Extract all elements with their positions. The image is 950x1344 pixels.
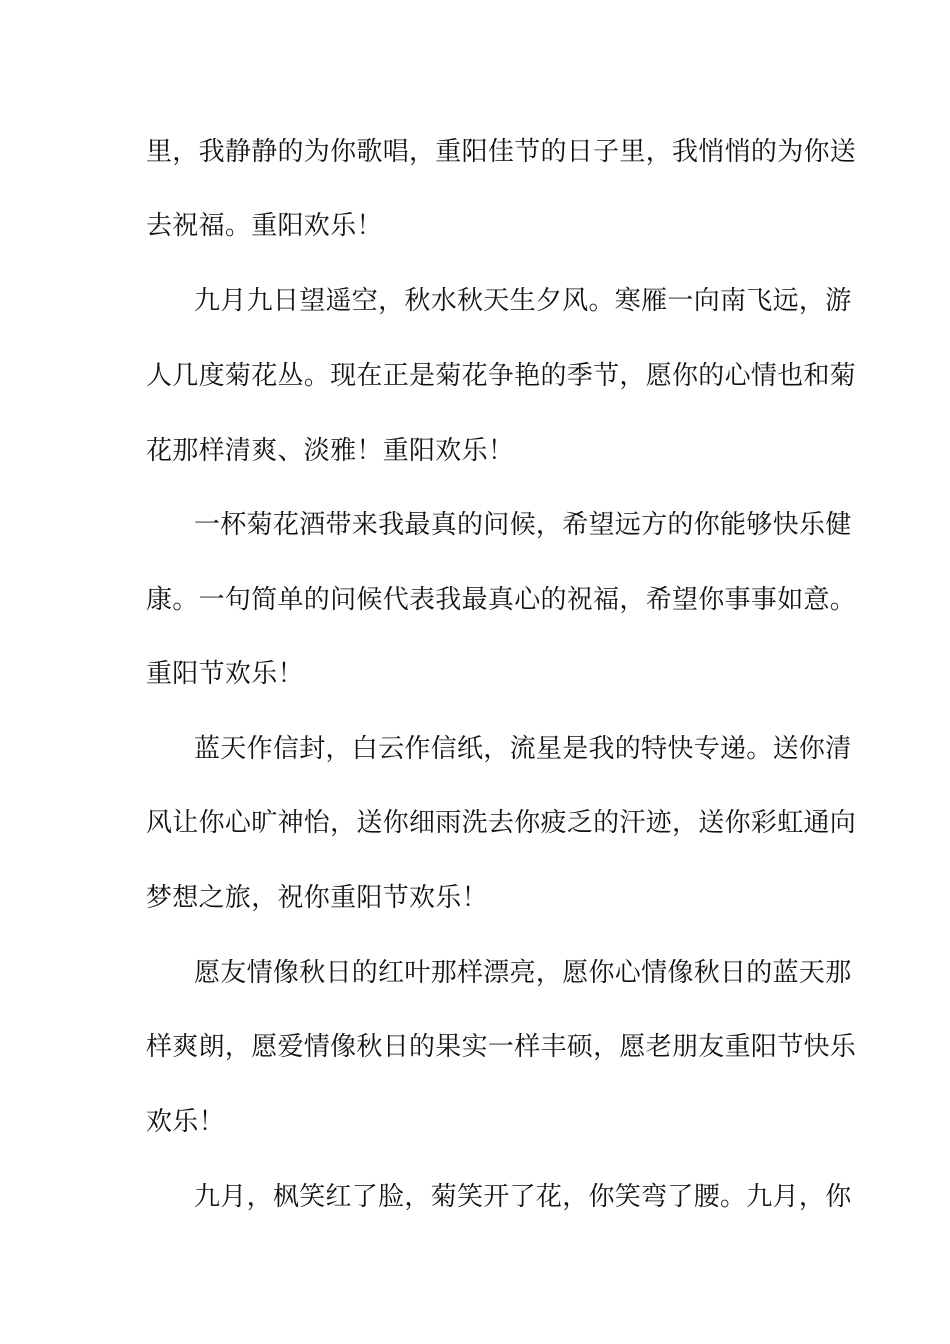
- paragraph-first-line: 一杯菊花酒带来我最真的问候，希望远方的你能够快乐健: [194, 510, 852, 540]
- paragraph-line: 欢乐！: [146, 1107, 225, 1137]
- paragraph-first-line: 九月，枫笑红了脸，菊笑开了花，你笑弯了腰。九月，你: [194, 1182, 852, 1212]
- paragraph-line: 里，我静静的为你歌唱，重阳佳节的日子里，我悄悄的为你送: [146, 137, 857, 167]
- paragraph-line: 花那样清爽、淡雅！重阳欢乐！: [146, 436, 515, 466]
- paragraph-first-line: 九月九日望遥空，秋水秋天生夕风。寒雁一向南飞远，游: [194, 286, 852, 316]
- paragraph-line: 样爽朗，愿爱情像秋日的果实一样丰硕，愿老朋友重阳节快乐: [146, 1032, 857, 1062]
- paragraph-line: 重阳节欢乐！: [146, 659, 304, 689]
- paragraph-line: 康。一句简单的问候代表我最真心的祝福，希望你事事如意。: [146, 585, 857, 615]
- paragraph-line: 梦想之旅，祝你重阳节欢乐！: [146, 883, 488, 913]
- paragraph-line: 风让你心旷神怡，送你细雨洗去你疲乏的汗迹，送你彩虹通向: [146, 808, 857, 838]
- paragraph-line: 人几度菊花丛。现在正是菊花争艳的季节，愿你的心情也和菊: [146, 361, 857, 391]
- paragraph-first-line: 愿友情像秋日的红叶那样漂亮，愿你心情像秋日的蓝天那: [194, 958, 852, 988]
- paragraph-line: 去祝福。重阳欢乐！: [146, 211, 383, 241]
- paragraph-first-line: 蓝天作信封，白云作信纸，流星是我的特快专递。送你清: [194, 734, 852, 764]
